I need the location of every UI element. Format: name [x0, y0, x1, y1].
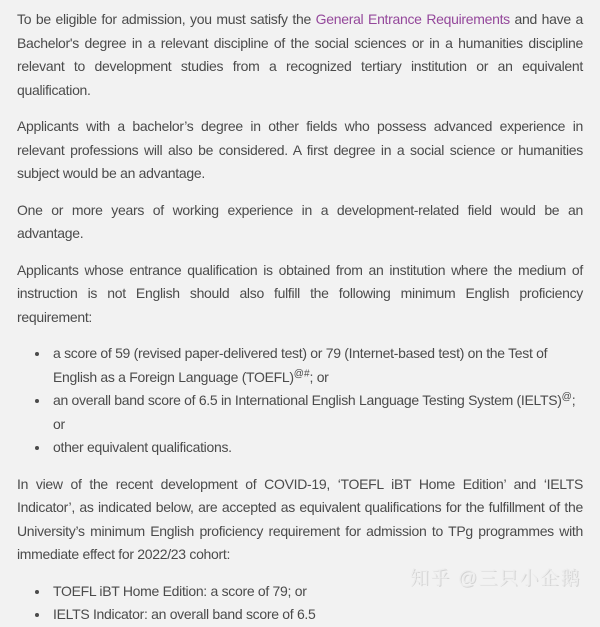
list-item-text: a score of 59 (revised paper-delivered test) or 79 (Internet-based test) on the Test of English as a Foreign Language (TOEFL)	[53, 345, 548, 385]
list-item-toefl-home-edition: • TOEFL iBT Home Edition: a score of 79; or	[50, 580, 583, 604]
list-item-ielts-indicator: • IELTS Indicator: an overall band score of 6.5	[50, 603, 583, 627]
footnote-marker: @#	[293, 367, 310, 379]
zhihu-watermark: 知乎 @三只小企鹅	[409, 568, 581, 589]
english-proficiency-list	[17, 342, 583, 460]
intro-text-before-link: To be eligible for admission, you must satisfy the	[17, 11, 316, 27]
list-item-text: an overall band score of 6.5 in International English Language Testing System (IELTS)	[53, 392, 562, 408]
list-item-toefl	[50, 342, 583, 389]
list-item-other-qualifications	[50, 436, 583, 460]
intro-paragraph	[17, 8, 583, 102]
list-item-tail: ; or	[309, 368, 329, 385]
list-item-ielts	[50, 389, 583, 436]
experience-paragraph: One or more years of working experience in a development-related field would be an advantage.	[17, 201, 583, 241]
other-fields-paragraph: Applicants with a bachelor’s degree in other fields who possess advanced experience in relevant professions will also be considered. A first degree in a social science or humanities subject would be an advantage.	[17, 118, 583, 181]
english-requirement-paragraph: Applicants whose entrance qualification is obtained from an institution where the medium of instruction is not English should also fulfill the following minimum English proficiency requirement:	[17, 261, 583, 325]
list-item-text: other equivalent qualifications.	[53, 439, 232, 455]
list-item-tail: ; or	[53, 392, 576, 432]
intro-text-after-link: and have a Bachelor's degree in a relevant discipline of the social sciences or in a humanities discipline relevant to development studies from a recognized tertiary institution or an equivalent qualification.	[17, 11, 583, 98]
footnote-marker: @	[561, 391, 572, 403]
general-entrance-requirements-link[interactable]: General Entrance Requirements	[315, 11, 510, 27]
covid-note-paragraph: In view of the recent development of COVID-19, ‘TOEFL iBT Home Edition’ and ‘IELTS Indicator’, as indicated below, are accepted as equivalent qualifications for the fulfillment of the University’s minimum English proficiency requirement for admission to TPg programmes with immediate effect for 2022/23 cohort:	[17, 475, 583, 562]
